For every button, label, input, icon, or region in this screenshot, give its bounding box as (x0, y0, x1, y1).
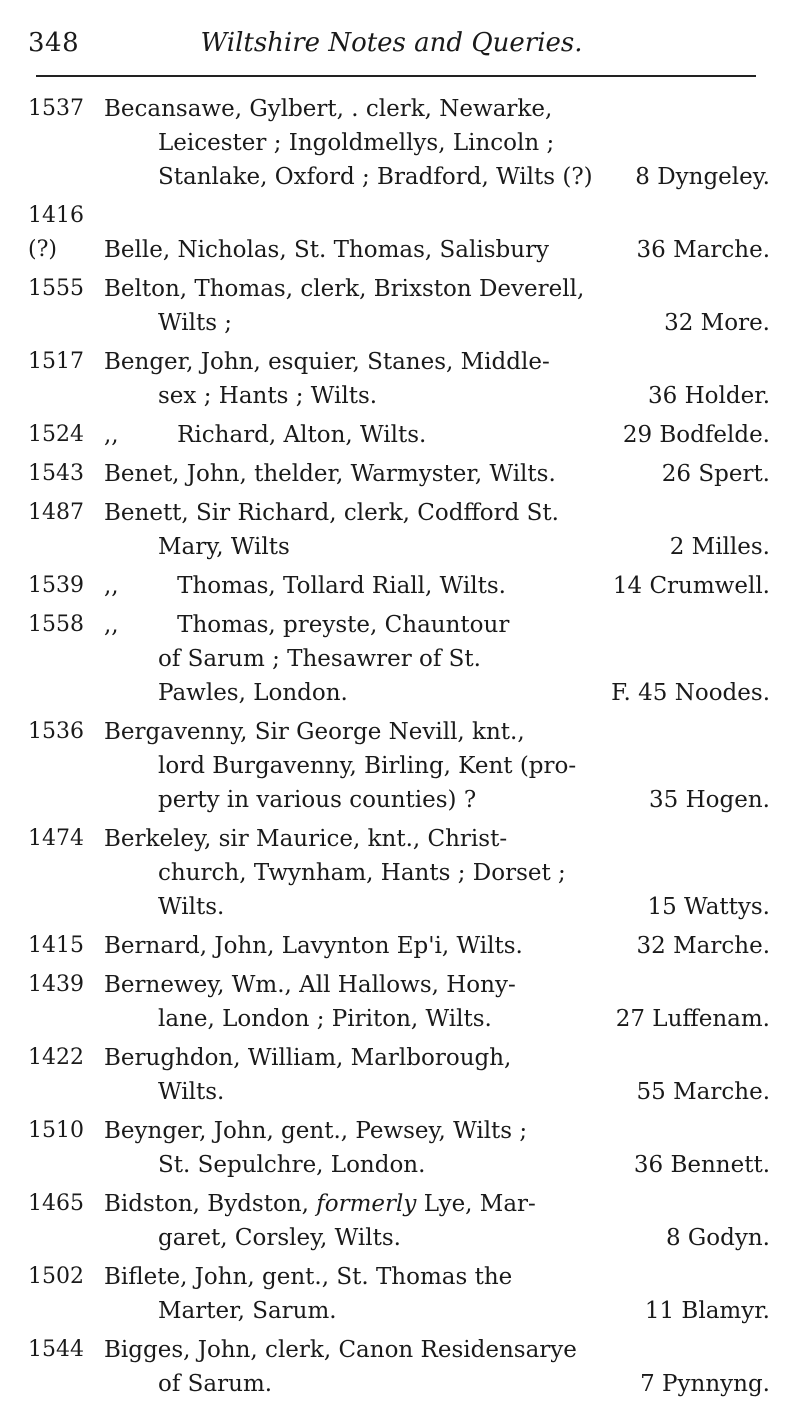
entry-line: Bidston, Bydston, formerly Lye, Mar- (104, 1191, 536, 1217)
entry-text (104, 496, 670, 564)
entry-text (104, 968, 616, 1036)
entry-line: lane, London ; Piriton, Wilts. (158, 1006, 492, 1032)
entry-register-ref: 14 Crumwell. (612, 573, 770, 599)
entry-line: ,, Richard, Alton, Wilts. (104, 422, 427, 448)
entry-text (104, 418, 623, 452)
index-entry (28, 1260, 770, 1328)
entry-text (104, 929, 637, 963)
entry-line: sex ; Hants ; Wilts. (158, 383, 378, 409)
entry-line: of Sarum ; Thesawrer of St. (158, 646, 481, 672)
entry-year: 1474 (28, 826, 84, 851)
index-entry (28, 715, 770, 817)
entry-year: 1555 (28, 276, 84, 301)
index-entry (28, 822, 770, 924)
entry-line: Bernard, John, Lavynton Ep'i, Wilts. (104, 933, 523, 959)
entry-register-ref: 32 More. (664, 310, 770, 336)
entry-line: Belle, Nicholas, St. Thomas, Salisbury (104, 237, 550, 263)
entry-line: of Sarum. (158, 1371, 273, 1397)
index-entry (28, 1187, 770, 1255)
index-entry (28, 199, 770, 267)
entry-text (104, 233, 637, 267)
entry-year: 1536 (28, 719, 84, 744)
entry-register-ref: 35 Hogen. (649, 787, 770, 813)
entry-register-ref: 36 Bennett. (633, 1152, 770, 1178)
entry-line: church, Twynham, Hants ; Dorset ; (158, 860, 566, 886)
entry-register-ref: 15 Wattys. (647, 894, 770, 920)
entry-text (104, 1333, 640, 1401)
entry-line: Beynger, John, gent., Pewsey, Wilts ; (104, 1118, 528, 1144)
entry-register-ref: 36 Holder. (648, 383, 770, 409)
entry-year: 1539 (28, 573, 84, 598)
entry-year: 1502 (28, 1264, 84, 1289)
entry-line: ,, Thomas, Tollard Riall, Wilts. (104, 573, 506, 599)
entry-line: ,, Thomas, preyste, Chauntour (104, 612, 510, 638)
entry-year: 1465 (28, 1191, 84, 1216)
entry-register-ref: 2 Milles. (669, 534, 770, 560)
entry-register-ref: 26 Spert. (661, 461, 770, 487)
index-entry (28, 345, 770, 413)
index-entry (28, 1041, 770, 1109)
entry-text (104, 92, 635, 194)
index-entry (28, 1333, 770, 1401)
entry-year: 1439 (28, 972, 84, 997)
entry-line: Pawles, London. (158, 680, 348, 706)
entry-text (104, 272, 664, 340)
entry-register-ref: 8 Godyn. (665, 1225, 770, 1251)
entry-line: Benet, John, thelder, Warmyster, Wilts. (104, 461, 556, 487)
entry-year: 1415 (28, 933, 84, 958)
entry-line: Wilts ; (158, 310, 233, 336)
entry-line: Wilts. (158, 1079, 225, 1105)
entry-line: Benger, John, esquier, Stanes, Middle- (104, 349, 550, 375)
entry-register-ref: 29 Bodfelde. (622, 422, 770, 448)
index-entry (28, 457, 770, 491)
entry-year: 1543 (28, 461, 84, 486)
running-title: Wiltshire Notes and Queries. (200, 28, 583, 58)
entry-text (104, 608, 611, 710)
entry-text (104, 345, 648, 413)
entry-text (104, 569, 613, 603)
page-number: 348 (28, 28, 80, 58)
entry-line: perty in various counties) ? (158, 787, 477, 813)
entry-text (104, 1114, 634, 1182)
entry-line: Leicester ; Ingoldmellys, Lincoln ; (158, 130, 555, 156)
will-index-list (28, 92, 770, 1406)
entry-year: 1416 (?) (28, 203, 84, 262)
entry-text (104, 715, 649, 817)
entry-line: Stanlake, Oxford ; Bradford, Wilts (?) (158, 164, 593, 190)
index-entry (28, 968, 770, 1036)
entry-line: Becansawe, Gylbert, . clerk, Newarke, (104, 96, 553, 122)
entry-year: 1558 (28, 612, 84, 637)
entry-text (104, 1187, 666, 1255)
index-entry (28, 418, 770, 452)
entry-line: Berkeley, sir Maurice, knt., Christ- (104, 826, 508, 852)
entry-year: 1422 (28, 1045, 84, 1070)
index-entry (28, 569, 770, 603)
entry-line: Wilts. (158, 894, 225, 920)
entry-year: 1487 (28, 500, 84, 525)
entry-line: Benett, Sir Richard, clerk, Codfford St. (104, 500, 559, 526)
entry-register-ref: 8 Dyngeley. (635, 164, 770, 190)
entry-line: Mary, Wilts (158, 534, 290, 560)
index-entry (28, 608, 770, 710)
entry-line: St. Sepulchre, London. (158, 1152, 426, 1178)
index-entry (28, 929, 770, 963)
entry-line: lord Burgavenny, Birling, Kent (pro- (158, 753, 577, 779)
entry-year: 1544 (28, 1337, 84, 1362)
entry-line: Belton, Thomas, clerk, Brixston Deverell, (104, 276, 585, 302)
entry-register-ref: 32 Marche. (636, 933, 770, 959)
entry-line: Bigges, John, clerk, Canon Residensarye (104, 1337, 577, 1363)
index-entry (28, 92, 770, 194)
entry-text (104, 457, 662, 491)
entry-text (104, 1260, 645, 1328)
entry-year: 1517 (28, 349, 84, 374)
index-entry (28, 1114, 770, 1182)
entry-register-ref: 11 Blamyr. (644, 1298, 770, 1324)
entry-register-ref: 36 Marche. (636, 237, 770, 263)
entry-line: Berughdon, William, Marlborough, (104, 1045, 512, 1071)
entry-line: Bernewey, Wm., All Hallows, Hony- (104, 972, 516, 998)
entry-line: garet, Corsley, Wilts. (158, 1225, 401, 1251)
entry-line: Biflete, John, gent., St. Thomas the (104, 1264, 513, 1290)
index-entry (28, 496, 770, 564)
entry-text (104, 822, 647, 924)
entry-register-ref: F. 45 Noodes. (611, 680, 770, 706)
entry-register-ref: 55 Marche. (636, 1079, 770, 1105)
entry-line: Bergavenny, Sir George Nevill, knt., (104, 719, 525, 745)
index-entry (28, 272, 770, 340)
entry-line: Marter, Sarum. (158, 1298, 337, 1324)
entry-year: 1537 (28, 96, 84, 121)
entry-register-ref: 27 Luffenam. (615, 1006, 770, 1032)
entry-year: 1524 (28, 422, 84, 447)
entry-year: 1510 (28, 1118, 84, 1143)
entry-text (104, 1041, 637, 1109)
header-rule (36, 75, 756, 77)
page-header (28, 28, 755, 72)
entry-register-ref: 7 Pynnyng. (640, 1371, 770, 1397)
